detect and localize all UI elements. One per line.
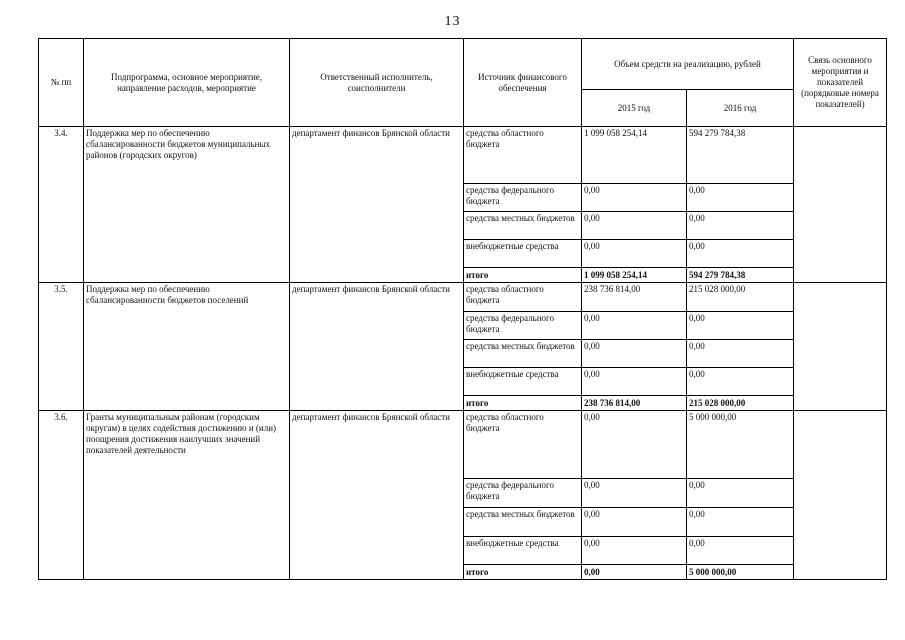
value-2015: 0,00 [582,479,687,508]
header-volume: Объем средств на реализацию, рублей [582,39,794,90]
source-label: средства областного бюджета [464,283,582,312]
value-2015: 238 736 814,00 [582,396,687,411]
value-2015: 0,00 [582,312,687,340]
value-2016: 0,00 [687,184,794,212]
table-row [39,411,887,479]
source-label: средства местных бюджетов [464,212,582,240]
source-label: внебюджетные средства [464,240,582,268]
row-name: Поддержка мер по обеспечению сбалансированности бюджетов муниципальных районов (городских округов) [84,127,290,283]
value-2015: 0,00 [582,508,687,537]
value-2016: 0,00 [687,368,794,396]
source-label: внебюджетные средства [464,368,582,396]
funding-table [38,38,887,580]
header-year-2016: 2016 год [687,90,794,127]
header-link: Связь основного мероприятия и показателей (порядковые номера показателей) [794,39,887,127]
header-program: Подпрограмма, основное мероприятие, направление расходов, мероприятие [84,39,290,127]
row-name: Поддержка мер по обеспечению сбалансированности бюджетов поселений [84,283,290,411]
value-2015: 0,00 [582,565,687,580]
value-2016: 0,00 [687,340,794,368]
value-2015: 1 099 058 254,14 [582,268,687,283]
source-label: средства местных бюджетов [464,508,582,537]
row-link [794,411,887,580]
header-num: № пп [39,39,84,127]
source-label: средства областного бюджета [464,127,582,184]
row-link [794,127,887,283]
row-number: 3.4. [39,127,84,283]
header-executor: Ответственный исполнитель, соисполнители [290,39,464,127]
value-2016: 594 279 784,38 [687,268,794,283]
value-2015: 1 099 058 254,14 [582,127,687,184]
value-2016: 0,00 [687,479,794,508]
row-link [794,283,887,411]
source-label: средства областного бюджета [464,411,582,479]
source-label: итого [464,268,582,283]
value-2016: 0,00 [687,212,794,240]
value-2015: 0,00 [582,411,687,479]
source-label: средства федерального бюджета [464,184,582,212]
value-2016: 0,00 [687,508,794,537]
header-year-2015: 2015 год [582,90,687,127]
value-2016: 5 000 000,00 [687,411,794,479]
value-2016: 0,00 [687,312,794,340]
value-2016: 215 028 000,00 [687,396,794,411]
value-2016: 215 028 000,00 [687,283,794,312]
table-body [39,127,887,580]
page-number: 13 [444,14,461,29]
table-row [39,283,887,312]
header-source: Источник финансового обеспечения [464,39,582,127]
value-2015: 0,00 [582,340,687,368]
source-label: средства федерального бюджета [464,479,582,508]
source-label: итого [464,396,582,411]
value-2016: 594 279 784,38 [687,127,794,184]
value-2016: 0,00 [687,240,794,268]
row-executor: департамент финансов Брянской области [290,283,464,411]
source-label: итого [464,565,582,580]
value-2015: 0,00 [582,184,687,212]
value-2015: 0,00 [582,212,687,240]
value-2016: 5 000 000,00 [687,565,794,580]
row-name: Гранты муниципальным районам (городским округам) в целях содействия достижению и (или) поощрения достижения наилучших значений показателей деятельности [84,411,290,580]
value-2015: 0,00 [582,240,687,268]
value-2015: 0,00 [582,368,687,396]
row-number: 3.5. [39,283,84,411]
value-2015: 0,00 [582,537,687,565]
row-executor: департамент финансов Брянской области [290,127,464,283]
source-label: средства федерального бюджета [464,312,582,340]
value-2015: 238 736 814,00 [582,283,687,312]
source-label: средства местных бюджетов [464,340,582,368]
row-number: 3.6. [39,411,84,580]
value-2016: 0,00 [687,537,794,565]
row-executor: департамент финансов Брянской области [290,411,464,580]
table-row [39,127,887,184]
source-label: внебюджетные средства [464,537,582,565]
